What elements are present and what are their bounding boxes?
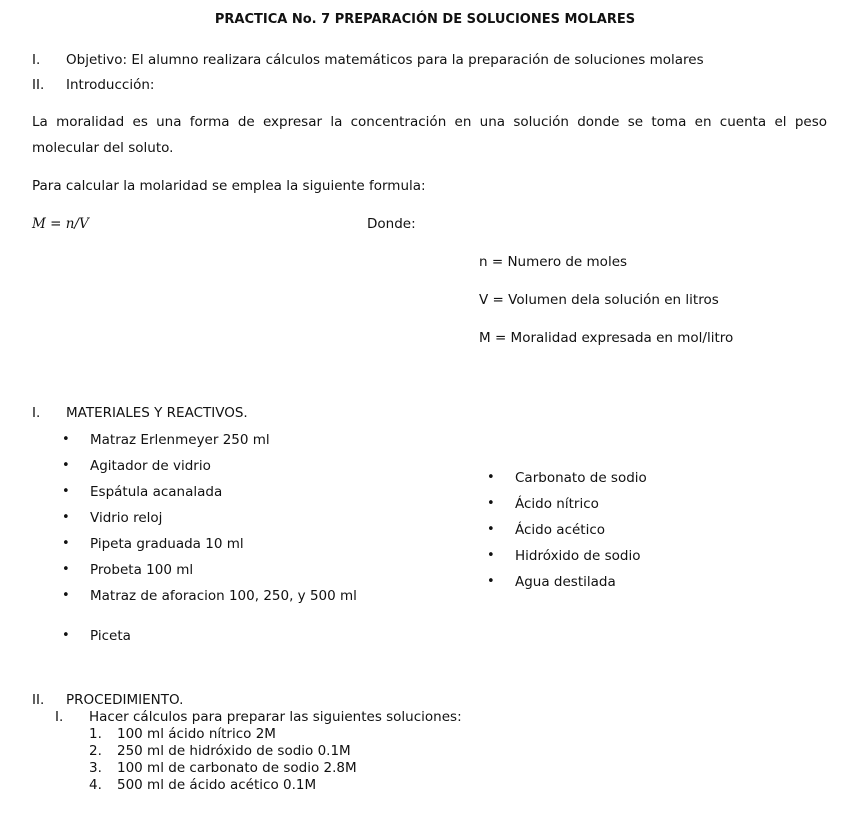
objetivo-text: Objetivo: El alumno realizara cálculos matemáticos para la preparación de soluciones molares [66,52,704,68]
materiales-heading: MATERIALES Y REACTIVOS. [66,405,248,421]
list-item: • Agitador de vidrio [62,458,211,474]
list-item: • Carbonato de sodio [487,470,647,486]
page-title: PRACTICA No. 7 PREPARACIÓN DE SOLUCIONES MOLARES [214,12,636,27]
formula-intro: Para calcular la molaridad se emplea la siguiente formula: [32,178,426,194]
list-item: • Matraz de aforacion 100, 250, y 500 ml [62,588,357,604]
molarity-formula: M = n/V [32,216,89,232]
list-item: • Hidróxido de sodio [487,548,641,564]
introduccion-numeral: II. [32,77,45,93]
reactivos-list [487,470,647,600]
materiales-numeral: I. [32,405,41,421]
list-item: • Piceta [62,628,131,644]
list-item: • Matraz Erlenmeyer 250 ml [62,432,270,448]
step-numeral: I. [55,709,64,725]
materials-list [62,432,357,654]
intro-paragraph-line1: La moralidad es una forma de expresar la concentración en una solución donde se toma en cuenta el peso [32,114,827,130]
intro-paragraph-line2: molecular del soluto. [32,140,174,156]
donde-label: Donde: [367,216,416,232]
introduccion-heading: Introducción: [66,77,155,93]
definition-n: n = Numero de moles [479,254,628,270]
list-item: • Espátula acanalada [62,484,223,500]
definition-v: V = Volumen dela solución en litros [479,292,719,308]
step-text: Hacer cálculos para preparar las siguientes soluciones: [89,709,462,725]
list-item: • Vidrio reloj [62,510,163,526]
procedimiento-heading: PROCEDIMIENTO. [66,692,184,708]
list-item: • Agua destilada [487,574,616,590]
procedimiento-numeral: II. [32,692,45,708]
definition-m: M = Moralidad expresada en mol/litro [479,330,734,346]
list-item: • Ácido acético [487,522,606,538]
list-item: • Probeta 100 ml [62,562,194,578]
list-item: • Pipeta graduada 10 ml [62,536,244,552]
objetivo-numeral: I. [32,52,41,68]
list-item: • Ácido nítrico [487,496,599,512]
